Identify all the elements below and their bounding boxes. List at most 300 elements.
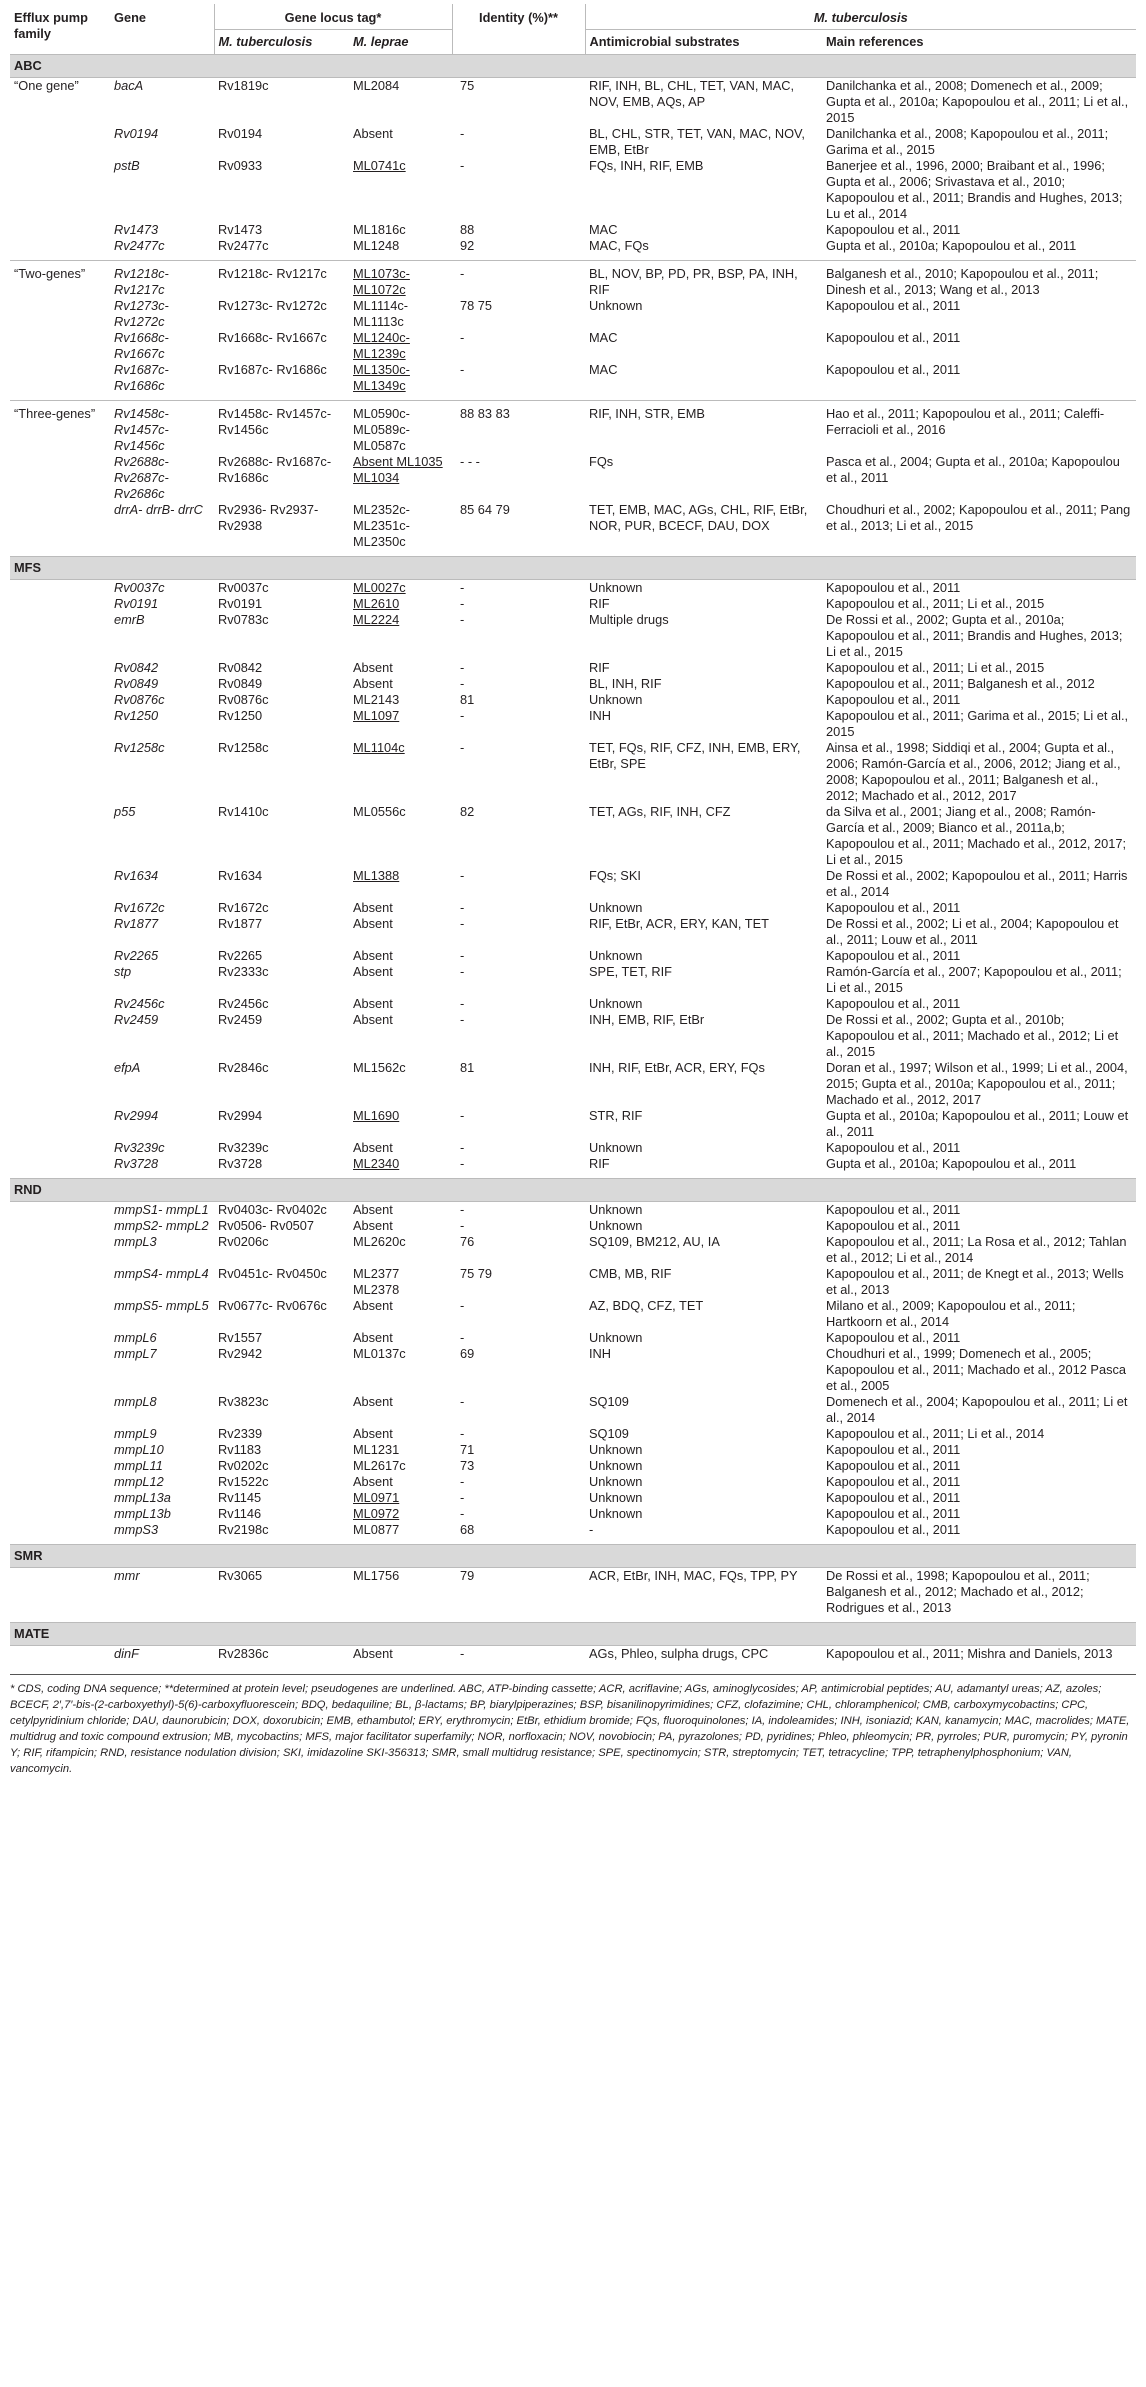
mtb-locus-cell: Rv1668c- Rv1667c [218,330,327,345]
family-cell [10,1108,110,1140]
gene-cell: mmpL6 [114,1330,157,1345]
header-gene: Gene [114,10,147,25]
substrates-cell: CMB, MB, RIF [589,1266,672,1281]
table-row [10,740,1136,804]
family-cell [10,660,110,676]
gene-cell: mmpL7 [114,1346,157,1361]
identity-cell: 82 [460,804,475,819]
gene-cell: mmpS5- mmpL5 [114,1298,209,1313]
gene-cell: Rv1668c- Rv1667c [114,330,169,361]
identity-cell: - [460,1646,465,1661]
family-cell [10,1218,110,1234]
family-cell [10,1394,110,1426]
mlep-locus-cell: Absent [353,1218,393,1233]
substrates-cell: Unknown [589,298,643,313]
gene-cell: Rv0194 [114,126,159,141]
table-container [10,0,1136,1777]
family-cell [10,580,110,597]
family-cell: “Three-genes” [10,401,110,455]
mtb-locus-cell: Rv2836c [218,1646,269,1661]
mtb-locus-cell: Rv0037c [218,580,269,595]
gene-cell: bacA [114,78,144,93]
table-row [10,596,1136,612]
gene-cell: mmpS1- mmpL1 [114,1202,209,1217]
mlep-locus-cell: ML0137c [353,1346,406,1361]
gene-cell: mmpS2- mmpL2 [114,1218,209,1233]
mlep-locus-cell: ML0556c [353,804,406,819]
header-family: Efflux pump family [14,10,88,41]
gene-cell: stp [114,964,132,979]
family-cell [10,1330,110,1346]
table-row [10,261,1136,299]
substrates-cell: INH [589,1346,612,1361]
table-row [10,362,1136,401]
family-cell: “Two-genes” [10,261,110,299]
identity-cell: - [460,1298,465,1313]
substrates-cell: RIF [589,596,610,611]
mtb-locus-cell: Rv2688c- Rv1687c- Rv1686c [218,454,332,485]
substrates-cell: Unknown [589,1458,643,1473]
table-row [10,298,1136,330]
mlep-locus-cell [349,740,452,804]
mtb-locus-cell: Rv0451c- Rv0450c [218,1266,327,1281]
table-body [10,55,1136,1669]
substrates-cell: Unknown [589,1474,643,1489]
identity-cell: - [460,1506,465,1521]
mtb-locus-cell: Rv1218c- Rv1217c [214,261,349,299]
mlep-locus-cell: Absent [353,1202,393,1217]
identity-cell: 73 [460,1458,475,1473]
substrates-cell: AGs, Phleo, sulpha drugs, CPC [589,1646,769,1661]
gene-cell: Rv1687c- Rv1686c [114,362,169,393]
gene-cell: drrA- drrB- drrC [114,502,203,517]
identity-cell: - [460,676,465,691]
substrates-cell: Unknown [589,1218,643,1233]
family-cell [10,708,110,740]
identity-cell: 81 [460,1060,475,1075]
efflux-pump-table [10,4,1136,1668]
mlep-locus-cell: Absent [353,676,393,691]
table-row [10,1568,1136,1623]
mlep-locus-cell: Absent [353,1012,393,1027]
references-cell: Kapopoulou et al., 2011 [826,948,961,963]
family-cell [10,330,110,362]
gene-cell: Rv0842 [114,660,159,675]
references-cell: De Rossi et al., 1998; Kapopoulou et al., 2011; Balganesh et al., 2012; Machado et al., 2012; Rodrigues et al., 2013 [826,1568,1090,1615]
substrates-cell: RIF [589,1156,610,1171]
mlep-locus-cell [349,596,452,612]
references-cell: Kapopoulou et al., 2011 [826,1202,961,1217]
mtb-locus-cell: Rv1819c [218,78,269,93]
identity-cell: 88 83 83 [452,401,585,455]
family-cell [10,1060,110,1108]
substrates-cell: Unknown [589,1490,643,1505]
identity-cell: - [460,1202,465,1217]
gene-cell: Rv0849 [114,676,159,691]
mtb-locus-cell: Rv0191 [218,596,263,611]
gene-cell: pstB [114,158,140,173]
mtb-locus-cell: Rv1145 [218,1490,262,1505]
table-row [10,1060,1136,1108]
substrates-cell: Unknown [589,948,643,963]
mlep-locus-cell: Absent [353,948,393,963]
family-cell [10,1646,110,1669]
mlep-locus-cell: Absent [353,1426,393,1441]
mlep-locus-cell: ML2620c [353,1234,406,1249]
gene-cell: Rv2265 [114,948,159,963]
mtb-locus-cell: Rv0876c [218,692,269,707]
identity-cell: - [460,1012,465,1027]
gene-cell: mmpS4- mmpL4 [114,1266,209,1281]
mlep-locus-cell [349,868,452,900]
references-cell: Kapopoulou et al., 2011 [826,580,961,595]
references-cell: Kapopoulou et al., 2011; Mishra and Daniels, 2013 [826,1646,1113,1661]
substrates-cell: RIF, INH, STR, EMB [585,401,822,455]
identity-cell: - [460,948,465,963]
table-row [10,916,1136,948]
references-cell: Ramón-García et al., 2007; Kapopoulou et al., 2011; Li et al., 2015 [826,964,1122,995]
table-row [10,1426,1136,1442]
references-cell: Kapopoulou et al., 2011 [826,1458,961,1473]
header-identity: Identity (%)** [452,4,585,55]
identity-cell: 78 75 [460,298,493,313]
mtb-locus-cell: Rv2456c [218,996,269,1011]
mtb-locus-cell: Rv1273c- Rv1272c [218,298,327,313]
references-cell: da Silva et al., 2001; Jiang et al., 2008; Ramón-García et al., 2009; Bianco et al., 2011a,b; Kapopoulou et al., 2011; Machado et al., 2012, 2017; Li et al., 2015 [826,804,1127,867]
table-row [10,964,1136,996]
gene-cell: Rv2994 [114,1108,159,1123]
gene-cell: Rv1218c- Rv1217c [110,261,214,299]
identity-cell: - [460,330,465,345]
table-row [10,126,1136,158]
identity-cell: - [460,1490,465,1505]
family-cell [10,1522,110,1545]
substrates-cell: Unknown [589,900,643,915]
gene-cell: Rv1672c [114,900,165,915]
mlep-locus-cell: ML1562c [353,1060,406,1075]
mlep-locus-cell [349,612,452,660]
pseudogene-tag: ML1690 [353,1108,400,1123]
table-row [10,401,1136,455]
substrates-cell: FQs, INH, RIF, EMB [589,158,704,173]
mlep-locus-cell [349,330,452,362]
mtb-locus-cell: Rv2265 [218,948,263,963]
gene-cell: Rv1877 [114,916,159,931]
pseudogene-tag: ML1240c- ML1239c [353,330,410,361]
family-cell [10,948,110,964]
table-row [10,1490,1136,1506]
pseudogene-tag: ML0971 [353,1490,400,1505]
identity-cell: 68 [460,1522,475,1537]
identity-cell: - [460,996,465,1011]
table-row [10,1506,1136,1522]
identity-cell: - [460,1330,465,1345]
references-cell: De Rossi et al., 2002; Gupta et al., 2010b; Kapopoulou et al., 2011; Machado et al., 2012; Li et al., 2015 [826,1012,1119,1059]
identity-cell: 75 [460,78,475,93]
substrates-cell: Unknown [589,1442,643,1457]
mlep-locus-cell: ML2143 [353,692,400,707]
gene-cell: Rv1634 [114,868,159,883]
family-cell [10,964,110,996]
identity-cell: - [460,900,465,915]
mlep-locus-cell: ML2377 ML2378 [353,1266,400,1297]
family-cell [10,1202,110,1219]
mlep-locus-cell: Absent [353,916,393,931]
family-cell [10,868,110,900]
substrates-cell: FQs [589,454,614,469]
references-cell: Kapopoulou et al., 2011; Li et al., 2014 [826,1426,1045,1441]
table-row [10,1522,1136,1545]
identity-cell: - [460,1140,465,1155]
identity-cell: - [460,1394,465,1409]
mtb-locus-cell: Rv1258c [218,740,269,755]
gene-cell: Rv3239c [114,1140,165,1155]
pseudogene-tag: ML1097 [353,708,400,723]
references-cell: Kapopoulou et al., 2011 [826,222,961,237]
family-cell [10,158,110,222]
mlep-locus-cell: Absent [353,1394,393,1409]
gene-cell: Rv1258c [114,740,165,755]
mtb-locus-cell: Rv2198c [218,1522,269,1537]
substrates-cell: RIF, INH, BL, CHL, TET, VAN, MAC, NOV, EMB, AQs, AP [589,78,795,109]
family-cell [10,1490,110,1506]
gene-cell: mmpL3 [114,1234,157,1249]
gene-cell: emrB [114,612,145,627]
mtb-locus-cell: Rv1458c- Rv1457c- Rv1456c [214,401,349,455]
mtb-locus-cell: Rv1250 [218,708,263,723]
table-row [10,1012,1136,1060]
mtb-locus-cell: Rv0506- Rv0507 [218,1218,315,1233]
mtb-locus-cell: Rv2942 [218,1346,263,1361]
pseudogene-tag: ML0972 [353,1506,400,1521]
substrates-cell: INH [589,708,612,723]
mlep-locus-cell [349,261,452,299]
substrates-cell: AZ, BDQ, CFZ, TET [589,1298,704,1313]
header-mlep-col: M. leprae [349,30,452,55]
family-cell [10,1474,110,1490]
table-row [10,1140,1136,1156]
mtb-locus-cell: Rv1557 [218,1330,263,1345]
gene-cell: Rv1458c- Rv1457c- Rv1456c [110,401,214,455]
references-cell: Kapopoulou et al., 2011 [826,1218,961,1233]
family-cell [10,1506,110,1522]
references-cell: Kapopoulou et al., 2011 [826,1442,961,1457]
family-cell [10,900,110,916]
references-cell: De Rossi et al., 2002; Li et al., 2004; Kapopoulou et al., 2011; Louw et al., 2011 [826,916,1119,947]
gene-cell: Rv0037c [114,580,165,595]
mtb-locus-cell: Rv1634 [218,868,263,883]
gene-cell: mmpL8 [114,1394,157,1409]
pseudogene-tag: ML1388 [353,868,400,883]
mtb-locus-cell: Rv3823c [218,1394,269,1409]
table-row [10,1458,1136,1474]
substrates-cell: MAC [589,362,618,377]
mtb-locus-cell: Rv2459 [218,1012,263,1027]
substrates-cell: SPE, TET, RIF [589,964,672,979]
pseudogene-tag: ML2610 [353,596,400,611]
substrates-cell: Unknown [589,692,643,707]
identity-cell: - [460,612,465,627]
family-cell [10,596,110,612]
gene-cell: mmpL12 [114,1474,164,1489]
identity-cell: - - - [460,454,480,469]
substrates-cell: Unknown [589,996,643,1011]
header-mtb-col: M. tuberculosis [214,30,349,55]
gene-cell: efpA [114,1060,141,1075]
table-row [10,454,1136,502]
references-cell: Kapopoulou et al., 2011; Li et al., 2015 [826,660,1045,675]
references-cell: Kapopoulou et al., 2011; de Knegt et al., 2013; Wells et al., 2013 [826,1266,1124,1297]
mlep-locus-cell [349,362,452,401]
table-row [10,580,1136,597]
mlep-locus-cell: ML1756 [353,1568,400,1583]
mtb-locus-cell: Rv2333c [218,964,269,979]
references-cell: Danilchanka et al., 2008; Domenech et al., 2009; Gupta et al., 2010a; Kapopoulou et al., 2011; Li et al., 2015 [826,78,1129,125]
family-cell [10,502,110,557]
table-row [10,948,1136,964]
substrates-cell: TET, EMB, MAC, AGs, CHL, RIF, EtBr, NOR, PUR, BCECF, DAU, DOX [589,502,808,533]
section-header [10,55,1136,78]
table-row [10,1346,1136,1394]
table-row [10,676,1136,692]
mtb-locus-cell: Rv0403c- Rv0402c [218,1202,327,1217]
mlep-locus-cell [349,580,452,597]
mtb-locus-cell: Rv2339 [218,1426,263,1441]
substrates-cell: RIF, EtBr, ACR, ERY, KAN, TET [589,916,769,931]
mtb-locus-cell: Rv0842 [218,660,263,675]
table-row [10,996,1136,1012]
mtb-locus-cell: Rv1687c- Rv1686c [218,362,327,377]
identity-cell: - [460,596,465,611]
table-row [10,238,1136,261]
mlep-locus-cell [349,158,452,222]
references-cell: Kapopoulou et al., 2011 [826,996,961,1011]
mtb-locus-cell: Rv0933 [218,158,263,173]
mtb-locus-cell: Rv0194 [218,126,263,141]
references-cell: Kapopoulou et al., 2011 [826,1330,961,1345]
pseudogene-tag: ML1350c- ML1349c [353,362,410,393]
substrates-cell: Unknown [589,1506,643,1521]
mtb-locus-cell: Rv2477c [218,238,269,253]
mtb-locus-cell: Rv3239c [218,1140,269,1155]
substrates-cell: TET, FQs, RIF, CFZ, INH, EMB, ERY, EtBr, SPE [589,740,801,771]
table-row [10,868,1136,900]
pseudogene-tag: ML2224 [353,612,400,627]
references-cell: Banerjee et al., 1996, 2000; Braibant et al., 1996; Gupta et al., 2006; Srivastava et al., 2010; Kapopoulou et al., 2011; Brandis and Hughes, 2013; Lu et al., 2014 [826,158,1123,221]
family-cell [10,362,110,401]
identity-cell: - [460,1426,465,1441]
table-row [10,1298,1136,1330]
pseudogene-tag: ML1073c- ML1072c [353,266,410,297]
table-footnote: * CDS, coding DNA sequence; **determined at protein level; pseudogenes are underlined. ABC, ATP-binding cassette; ACR, acriflavine; AGs, aminoglycosides; AP, antimicrobial peptides; AU, adamantyl ureas; AZ, azoles; BCECF, 2′,7′-bis-(2-carboxyethyl)-5(6)-carboxyfluorescein; BDQ, bedaquiline; BL, β-lactams; BP, biarylpiperazines; BSP, bisanilinopyrimidines; CFZ, clofazimine; CHL, chloramphenicol; CMB, carboxymycobactins; CPC, cetylpyridinium chloride; DAU, daunorubicin; DOX, doxorubicin; EMB, ethambutol; ERY, erythromycin; EtBr, ethidium bromide; FQs, fluoroquinolones; IA, indoleamides; INH, isoniazid; KAN, kanamycin; MAC, macrolides; MATE, multidrug and toxic compound extrusion; MB, mycobactins; MFS, major facilitator superfamily; NOR, norfloxacin; NOV, novobiocin; PA, pyrazolones; PD, pyridines; Phleo, phleomycin; PR, pyrroles; PUR, puromycin; PY, pyronin Y; RIF, rifampicin; RND, resistance nodulation division; SKI, imidazoline SKI-356313; SMR, small multidrug resistance; SPE, spectinomycin; STR, streptomycin; TET, tetracycline; TPP, tetraphenylphosphonium; VAN, vancomycin. [10,1674,1136,1777]
identity-cell: 76 [460,1234,475,1249]
mtb-locus-cell: Rv0206c [218,1234,269,1249]
table-row [10,1156,1136,1179]
table-row [10,804,1136,868]
family-cell [10,740,110,804]
pseudogene-tag: ML2340 [353,1156,400,1171]
table-row [10,1202,1136,1219]
references-cell: Kapopoulou et al., 2011 [826,1490,961,1505]
mlep-locus-cell: Absent [353,964,393,979]
table-row [10,1474,1136,1490]
section-header [10,1545,1136,1568]
table-row [10,660,1136,676]
substrates-cell: Unknown [589,580,643,595]
mtb-locus-cell: Rv3728 [218,1156,263,1171]
gene-cell: mmpL10 [114,1442,164,1457]
substrates-cell: BL, INH, RIF [589,676,662,691]
substrates-cell: SQ109 [589,1394,629,1409]
family-cell [10,298,110,330]
gene-cell: Rv2459 [114,1012,159,1027]
references-cell: Hao et al., 2011; Kapopoulou et al., 2011; Caleffi-Ferracioli et al., 2016 [822,401,1136,455]
mtb-locus-cell: Rv1522c [218,1474,269,1489]
references-cell: Kapopoulou et al., 2011 [826,1140,961,1155]
family-cell [10,1012,110,1060]
references-cell: Doran et al., 1997; Wilson et al., 1999; Li et al., 2004, 2015; Gupta et al., 2010a; Kapopoulou et al., 2011; Machado et al., 2012, 2017 [826,1060,1128,1107]
identity-cell: - [460,660,465,675]
pseudogene-tag: ML0741c [353,158,406,173]
mtb-locus-cell: Rv3065 [218,1568,263,1583]
references-cell: Kapopoulou et al., 2011 [826,692,961,707]
identity-cell: - [460,1474,465,1489]
table-row [10,330,1136,362]
table-row [10,1266,1136,1298]
mtb-locus-cell: Rv2994 [218,1108,263,1123]
substrates-cell: TET, AGs, RIF, INH, CFZ [589,804,731,819]
family-cell [10,222,110,238]
mtb-locus-cell: Rv2846c [218,1060,269,1075]
references-cell: Kapopoulou et al., 2011 [826,330,961,345]
references-cell: Kapopoulou et al., 2011; Garima et al., 2015; Li et al., 2015 [826,708,1129,739]
identity-cell: 88 [460,222,475,237]
table-row [10,78,1136,127]
family-cell [10,1140,110,1156]
identity-cell: 71 [460,1442,475,1457]
substrates-cell: Multiple drugs [589,612,669,627]
gene-cell: Rv0876c [114,692,165,707]
substrates-cell: BL, NOV, BP, PD, PR, BSP, PA, INH, RIF [585,261,822,299]
mlep-locus-cell [349,454,452,502]
references-cell: Kapopoulou et al., 2011; Balganesh et al., 2012 [826,676,1095,691]
identity-cell: - [460,1156,465,1171]
mlep-locus-cell: Absent [353,996,393,1011]
table-row [10,708,1136,740]
table-row [10,1108,1136,1140]
family-cell [10,612,110,660]
substrates-cell: BL, CHL, STR, TET, VAN, MAC, NOV, EMB, EtBr [589,126,805,157]
identity-cell: - [460,362,465,377]
mtb-locus-cell: Rv1410c [218,804,269,819]
table-row [10,900,1136,916]
mlep-locus-cell: ML1816c [353,222,406,237]
family-cell: “One gene” [14,78,79,93]
gene-cell: mmpL11 [114,1458,163,1473]
references-cell: De Rossi et al., 2002; Kapopoulou et al., 2011; Harris et al., 2014 [826,868,1128,899]
section-title: RND [10,1179,1136,1202]
mlep-locus-cell: ML2617c [353,1458,406,1473]
section-title: MATE [10,1623,1136,1646]
identity-cell: - [460,916,465,931]
gene-cell: Rv3728 [114,1156,159,1171]
mtb-locus-cell: Rv0849 [218,676,263,691]
gene-cell: Rv1250 [114,708,159,723]
references-cell: De Rossi et al., 2002; Gupta et al., 2010a; Kapopoulou et al., 2011; Brandis and Hughes, 2013; Li et al., 2015 [826,612,1123,659]
gene-cell: Rv1273c- Rv1272c [114,298,169,329]
references-cell: Gupta et al., 2010a; Kapopoulou et al., 2011 [826,1156,1077,1171]
header-substrates: Antimicrobial substrates [585,30,822,55]
